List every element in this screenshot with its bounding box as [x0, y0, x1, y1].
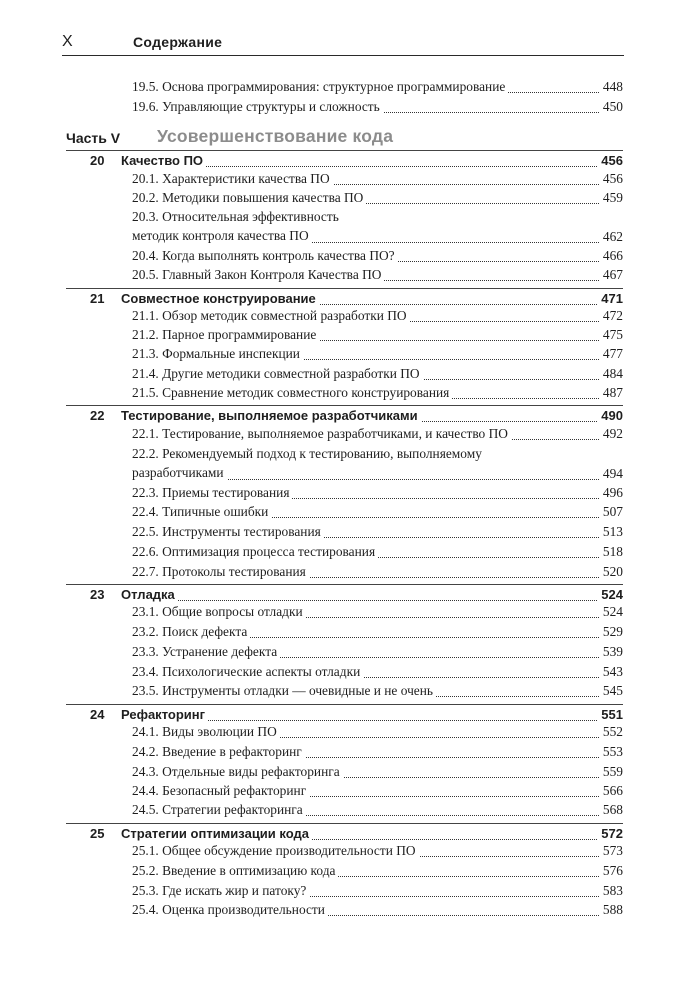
toc-section-25-2[interactable] [66, 861, 623, 881]
section-title-line1: 22.2. Рекомендуемый подход к тестированию, выполняемому [132, 446, 482, 461]
toc-section-22-1[interactable] [66, 424, 623, 444]
section-page: 513 [600, 522, 623, 542]
chapter-number: 22 [90, 408, 105, 423]
section-page: 450 [600, 97, 623, 117]
toc-section-23-4[interactable] [66, 662, 623, 682]
section-title: 21.2. Парное программирование [132, 325, 319, 345]
section-page: 487 [600, 383, 623, 403]
chapter-page: 572 [598, 824, 623, 844]
page-number: X [62, 33, 73, 50]
chapter-title: Стратегии оптимизации кода [121, 824, 312, 844]
part-heading [66, 126, 623, 152]
toc-section-21-5[interactable] [66, 383, 623, 403]
section-page: 576 [600, 861, 623, 881]
running-title: Содержание [133, 34, 223, 50]
toc-section-21-4[interactable] [66, 364, 623, 384]
section-title-line1: 20.3. Относительная эффективность [132, 209, 339, 224]
chapter-number: 20 [90, 153, 105, 168]
section-page: 583 [600, 881, 623, 901]
section-page: 477 [600, 344, 623, 364]
section-title: 25.2. Введение в оптимизацию кода [132, 861, 338, 881]
toc-section-24-5[interactable] [66, 800, 623, 820]
section-title-line2: методик контроля качества ПО [132, 228, 312, 243]
chapter-title: Качество ПО [121, 151, 206, 171]
toc-section-23-3[interactable] [66, 642, 623, 662]
section-page: 475 [600, 325, 623, 345]
toc-section-21-3[interactable] [66, 344, 623, 364]
section-page: 545 [600, 681, 623, 701]
section-page: 466 [600, 246, 623, 266]
section-title: 22.7. Протоколы тестирования [132, 562, 309, 582]
section-page: 448 [600, 77, 623, 97]
section-title: 24.3. Отдельные виды рефакторинга [132, 762, 343, 782]
chapter-title: Рефакторинг [121, 705, 208, 725]
section-title: 21.1. Обзор методик совместной разработки ПО [132, 306, 410, 326]
toc-section-20-4[interactable] [66, 246, 623, 266]
toc-section-19-5[interactable] [66, 77, 623, 97]
chapter-title: Отладка [121, 585, 178, 605]
toc-section-22-6[interactable] [66, 542, 623, 562]
running-header [62, 33, 624, 55]
chapter-page: 490 [598, 406, 623, 426]
section-page: 568 [600, 800, 623, 820]
chapter-page: 551 [598, 705, 623, 725]
section-title [132, 207, 572, 245]
toc-section-24-2[interactable] [66, 742, 623, 762]
toc-section-23-1[interactable] [66, 602, 623, 622]
section-title: 20.2. Методики повышения качества ПО [132, 188, 366, 208]
chapter-page: 471 [598, 289, 623, 309]
section-page: 456 [600, 169, 623, 189]
toc-section-22-5[interactable] [66, 522, 623, 542]
section-title: 23.4. Психологические аспекты отладки [132, 662, 363, 682]
section-title: 20.1. Характеристики качества ПО [132, 169, 333, 189]
section-title: 23.1. Общие вопросы отладки [132, 602, 306, 622]
section-title: 24.1. Виды эволюции ПО [132, 722, 280, 742]
section-title: 22.4. Типичные ошибки [132, 502, 271, 522]
chapter-page: 456 [598, 151, 623, 171]
section-page: 467 [600, 265, 623, 285]
section-title: 22.6. Оптимизация процесса тестирования [132, 542, 378, 562]
section-page: 559 [600, 762, 623, 782]
part-title: Усовершенствование кода [157, 126, 394, 146]
section-page: 524 [600, 602, 623, 622]
toc-section-20-1[interactable] [66, 169, 623, 189]
section-page: 484 [600, 364, 623, 384]
section-title-line2: разработчиками [132, 465, 227, 480]
section-page: 507 [600, 502, 623, 522]
toc-section-21-2[interactable] [66, 325, 623, 345]
section-page: 552 [600, 722, 623, 742]
section-title: 21.3. Формальные инспекции [132, 344, 303, 364]
section-page: 520 [600, 562, 623, 582]
section-title: 23.5. Инструменты отладки — очевидные и не очень [132, 681, 436, 701]
section-title: 24.2. Введение в рефакторинг [132, 742, 305, 762]
section-title: 19.6. Управляющие структуры и сложность [132, 97, 383, 117]
toc-section-24-4[interactable] [66, 781, 623, 801]
section-title: 22.3. Приемы тестирования [132, 483, 292, 503]
chapter-number: 23 [90, 587, 105, 602]
section-page: 529 [600, 622, 623, 642]
toc-chapter-22[interactable] [66, 405, 623, 426]
toc-section-23-2[interactable] [66, 622, 623, 642]
section-page: 566 [600, 781, 623, 801]
section-page: 518 [600, 542, 623, 562]
section-page: 588 [600, 900, 623, 920]
toc-section-22-4[interactable] [66, 502, 623, 522]
chapter-number: 21 [90, 291, 105, 306]
section-title: 25.4. Оценка производительности [132, 900, 328, 920]
toc-section-24-3[interactable] [66, 762, 623, 782]
section-title: 25.1. Общее обсуждение производительности ПО [132, 841, 419, 861]
section-page: 472 [600, 306, 623, 326]
section-page: 494 [600, 464, 623, 484]
section-page: 573 [600, 841, 623, 861]
section-page: 462 [600, 227, 623, 247]
dot-leader [121, 600, 623, 601]
section-title: 21.4. Другие методики совместной разработки ПО [132, 364, 423, 384]
toc-section-22-3[interactable] [66, 483, 623, 503]
section-title: 24.5. Стратегии рефакторинга [132, 800, 306, 820]
section-title: 25.3. Где искать жир и патоку? [132, 881, 309, 901]
toc-section-20-2[interactable] [66, 188, 623, 208]
section-title: 19.5. Основа программирования: структурное программирование [132, 77, 508, 97]
section-page: 459 [600, 188, 623, 208]
section-title: 20.4. Когда выполнять контроль качества ПО? [132, 246, 398, 266]
toc-section-20-3[interactable] [66, 207, 623, 247]
toc-section-25-1[interactable] [66, 841, 623, 861]
section-title [132, 444, 572, 482]
toc-section-22-7[interactable] [66, 562, 623, 582]
section-page: 539 [600, 642, 623, 662]
chapter-number: 25 [90, 826, 105, 841]
section-title: 23.3. Устранение дефекта [132, 642, 280, 662]
toc-section-24-1[interactable] [66, 722, 623, 742]
section-title: 21.5. Сравнение методик совместного конструирования [132, 383, 452, 403]
section-title: 24.4. Безопасный рефакторинг [132, 781, 309, 801]
section-title: 23.2. Поиск дефекта [132, 622, 250, 642]
section-page: 492 [600, 424, 623, 444]
toc-section-25-4[interactable] [66, 900, 623, 920]
chapter-number: 24 [90, 707, 105, 722]
section-page: 543 [600, 662, 623, 682]
toc-section-20-5[interactable] [66, 265, 623, 285]
chapter-page: 524 [598, 585, 623, 605]
toc-section-22-2[interactable] [66, 444, 623, 484]
section-page: 496 [600, 483, 623, 503]
chapter-title: Тестирование, выполняемое разработчиками [121, 406, 421, 426]
section-page: 553 [600, 742, 623, 762]
section-title: 22.5. Инструменты тестирования [132, 522, 324, 542]
toc-section-19-6[interactable] [66, 97, 623, 117]
part-label: Часть V [66, 130, 121, 146]
toc-section-23-5[interactable] [66, 681, 623, 701]
header-rule [62, 55, 624, 56]
toc-section-25-3[interactable] [66, 881, 623, 901]
section-title: 20.5. Главный Закон Контроля Качества ПО [132, 265, 384, 285]
section-title: 22.1. Тестирование, выполняемое разработчиками, и качество ПО [132, 424, 511, 444]
toc-section-21-1[interactable] [66, 306, 623, 326]
chapter-title: Совместное конструирование [121, 289, 319, 309]
toc-chapter-20[interactable] [66, 150, 623, 171]
